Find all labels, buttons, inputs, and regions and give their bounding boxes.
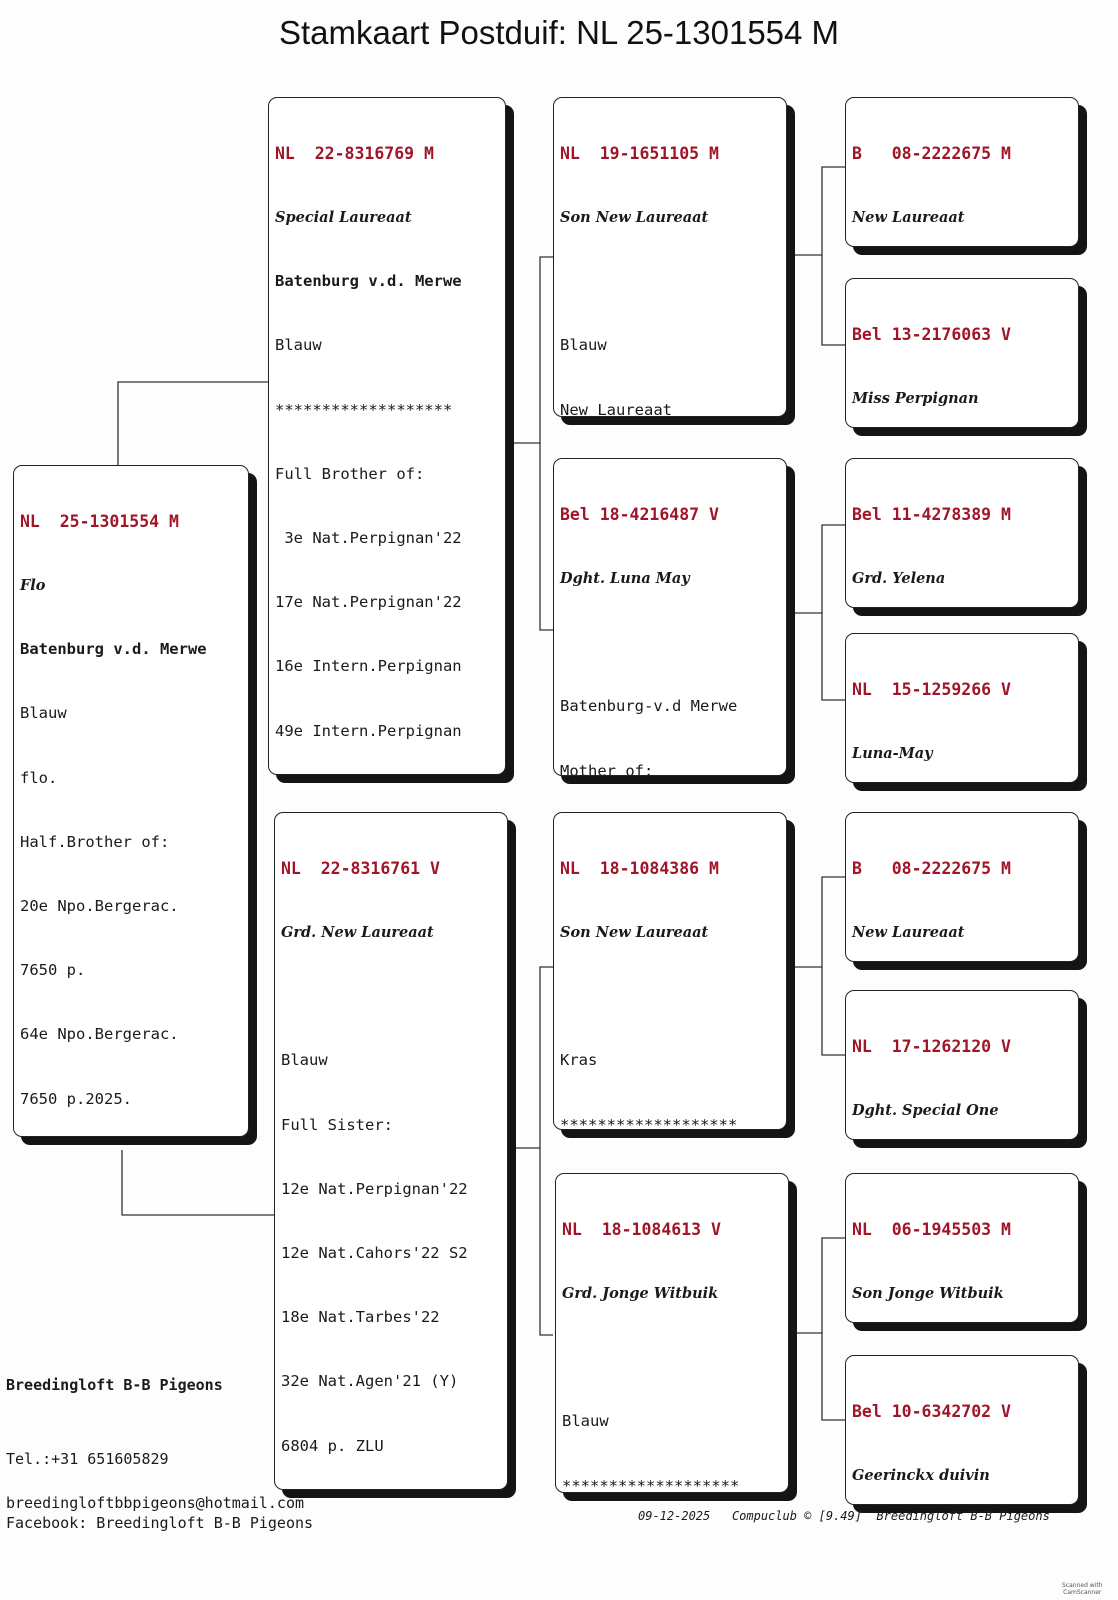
ring-number: NL 22-8316769 M [275, 143, 434, 163]
pedigree-card-mmm [845, 1355, 1079, 1505]
ring-number: NL 18-1084386 M [560, 858, 719, 878]
ring-number: NL 06-1945503 M [852, 1219, 1011, 1239]
pedigree-card-ffm [845, 278, 1079, 428]
pedigree-card-mfm [845, 990, 1079, 1140]
pedigree-card-maternal-grandfather: NL 18-1084386 M Son New Laureaat Kras ******************* [553, 812, 787, 1130]
ring-number: Bel 11-4278389 M [852, 504, 1011, 524]
pigeon-name: Miss Perpignan [852, 390, 979, 408]
pedigree-card-fff [845, 97, 1079, 247]
ring-number: NL 17-1262120 V [852, 1036, 1011, 1056]
pedigree-card-fmf [845, 458, 1079, 608]
ring-number: Bel 18-4216487 V [560, 504, 719, 524]
ring-number: Bel 13-2176063 V [852, 324, 1011, 344]
ring-number: NL 19-1651105 M [560, 143, 719, 163]
ring-number: NL 25-1301554 M [20, 511, 179, 531]
ring-number: NL 15-1259266 V [852, 679, 1011, 699]
pigeon-name: Special Laureaat [275, 209, 412, 227]
pedigree-card-father: NL 22-8316769 M Special Laureaat Batenburg v.d. Merwe Blauw ******************* Full Brother of: 3e Nat.Perpignan'22 17e Nat.Perpignan'22 16e Intern.Perpignan 49e Intern.Perpignan [268, 97, 506, 775]
pedigree-card-subject: NL 25-1301554 M Flo Batenburg v.d. Merwe Blauw flo. Half.Brother of: 20e Npo.Bergerac. 7650 p. 64e Npo.Bergerac. 7650 p.2025. [13, 465, 249, 1137]
pigeon-name: Luna-May [852, 745, 933, 763]
page-title: Stamkaart Postduif: NL 25-1301554 M [278, 14, 840, 51]
print-footer [638, 1509, 1050, 1523]
pigeon-name: Grd. New Laureaat [281, 924, 434, 942]
pedigree-card-maternal-grandmother: NL 18-1084613 V Grd. Jonge Witbuik Blauw ******************* [555, 1173, 789, 1493]
pigeon-name: New Laureaat [852, 209, 965, 227]
pedigree-card-mff [845, 812, 1079, 962]
pigeon-name: Son New Laureaat [560, 209, 709, 227]
software-credit: Compuclub © [9.49] [731, 1509, 862, 1523]
pedigree-card-mmf [845, 1173, 1079, 1323]
pedigree-card-paternal-grandmother: Bel 18-4216487 V Dght. Luna May Batenburg-v.d Merwe Mother of: [553, 458, 787, 776]
ring-number: NL 18-1084613 V [562, 1219, 721, 1239]
pedigree-card-fmm [845, 633, 1079, 783]
facebook-link: Facebook: Breedingloft B-B Pigeons [6, 1514, 314, 1532]
pigeon-name: Dght. Special One [852, 1102, 999, 1120]
bloodline: Batenburg v.d. Merwe [275, 272, 462, 291]
loft-name: Breedingloft B-B Pigeons [6, 1376, 223, 1394]
pigeon-name: Dght. Luna May [560, 570, 690, 588]
pigeon-name: New Laureaat [852, 924, 965, 942]
pedigree-card-paternal-grandfather: NL 19-1651105 M Son New Laureaat Blauw New Laureaat [553, 97, 787, 417]
pigeon-name: Geerinckx duivin [852, 1467, 990, 1485]
footer-owner: Breedingloft B-B Pigeons [876, 1509, 1050, 1523]
ring-number: Bel 10-6342702 V [852, 1401, 1011, 1421]
ring-number: B 08-2222675 M [852, 143, 1011, 163]
pedigree-card-mother: NL 22-8316761 V Grd. New Laureaat Blauw Full Sister: 12e Nat.Perpignan'22 12e Nat.Cahors'22 S2 18e Nat.Tarbes'22 32e Nat.Agen'21 (Y) 6804 p. ZLU [274, 812, 508, 1490]
phone-number: Tel.:+31 651605829 [6, 1450, 169, 1468]
camscanner-badge: Scanned with CamScanner [1062, 1582, 1103, 1596]
pigeon-name: Grd. Yelena [852, 570, 946, 588]
print-date: 09-12-2025 [638, 1509, 711, 1523]
ring-number: B 08-2222675 M [852, 858, 1011, 878]
pigeon-name: Son New Laureaat [560, 924, 709, 942]
pigeon-name: Son Jonge Witbuik [852, 1285, 1004, 1303]
ring-number: NL 22-8316761 V [281, 858, 440, 878]
pigeon-name: Flo [20, 577, 46, 595]
bloodline: Batenburg v.d. Merwe [20, 640, 207, 659]
pigeon-name: Grd. Jonge Witbuik [562, 1285, 719, 1303]
email-address: breedingloftbbpigeons@hotmail.com [6, 1494, 305, 1512]
